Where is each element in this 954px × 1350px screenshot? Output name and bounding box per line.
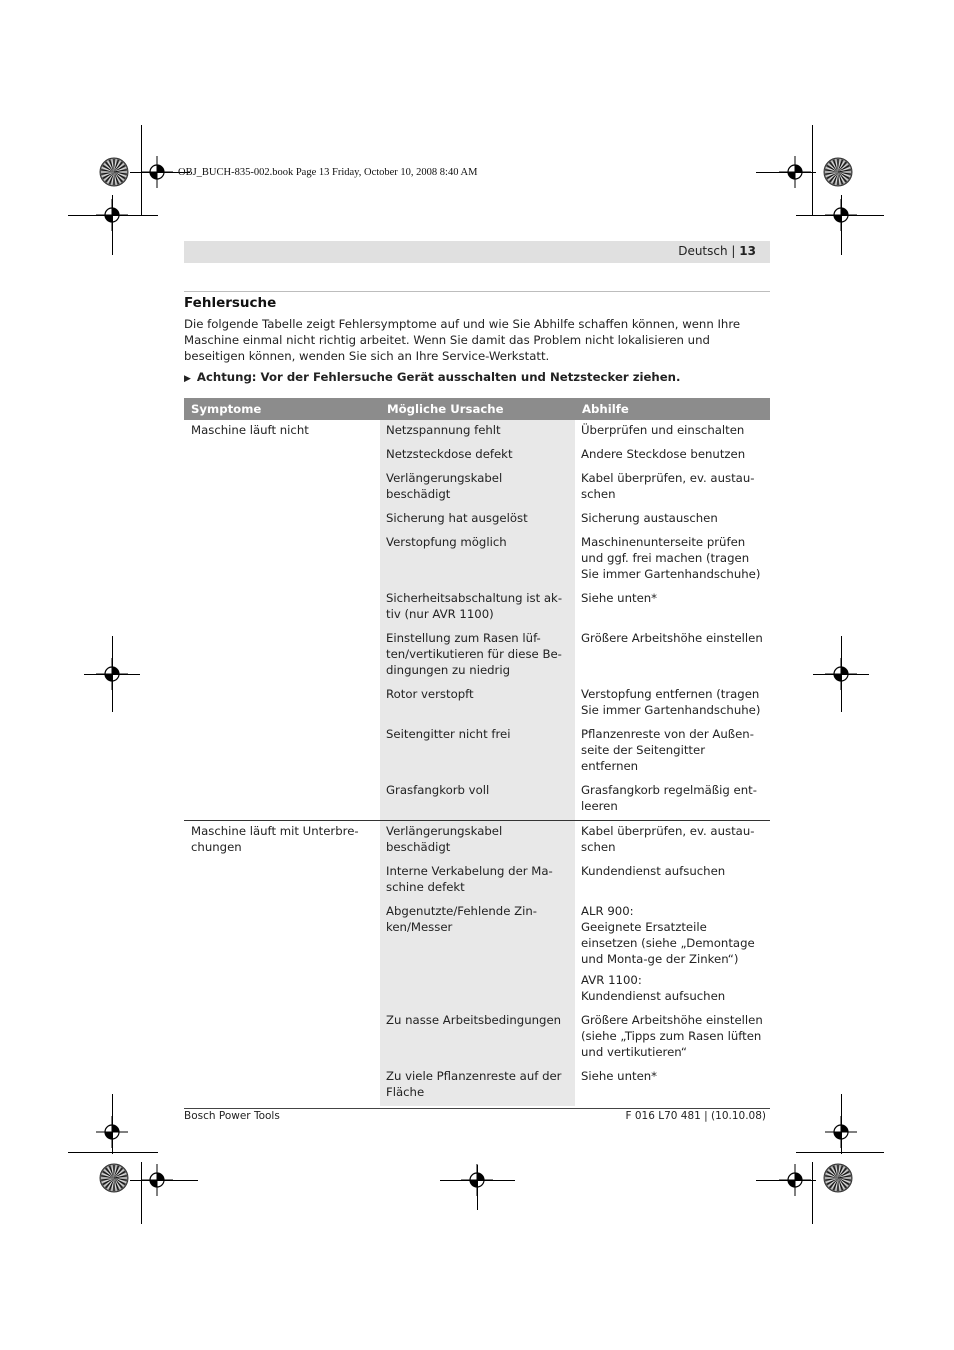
cause-cell: Zu nasse Arbeitsbedingungen <box>380 1010 575 1066</box>
warning-text: Achtung: Vor der Fehlersuche Gerät ausschalten und Netzstecker ziehen. <box>196 370 681 384</box>
table-row <box>380 420 770 444</box>
crop-line <box>812 1162 813 1224</box>
crop-line <box>112 1094 113 1154</box>
table-row <box>380 1066 770 1106</box>
remedy-text: Siehe unten* <box>581 591 658 605</box>
remedy-cell <box>575 1066 770 1106</box>
remedy-cell <box>575 532 770 588</box>
crop-line <box>796 1152 884 1153</box>
remedy-text: Größere Arbeitshöhe einstellen <box>581 631 763 645</box>
crop-line <box>756 172 816 173</box>
remedy-cell <box>575 444 770 468</box>
remedy-cell <box>575 468 770 508</box>
table-row <box>380 532 770 588</box>
print-slug: OBJ_BUCH-835-002.book Page 13 Friday, October 10, 2008 8:40 AM <box>178 167 478 178</box>
remedy-cell <box>575 861 770 901</box>
cause-cell: Einstellung zum Rasen lüf-ten/vertikutieren für diese Be-dingungen zu niedrig <box>380 628 575 684</box>
crop-line <box>112 636 113 712</box>
remedy-cell <box>575 821 770 861</box>
cause-cell: Zu viele Pflanzenreste auf der Fläche <box>380 1066 575 1106</box>
page-header-text <box>678 244 756 258</box>
table-row <box>380 901 770 1010</box>
remedy-cell <box>575 628 770 684</box>
crop-line <box>841 636 842 712</box>
remedy-cell <box>575 684 770 724</box>
crop-line <box>112 195 113 255</box>
table-row <box>380 444 770 468</box>
star-target-icon <box>823 1163 853 1193</box>
remedy-cell <box>575 588 770 628</box>
table-body <box>184 420 770 1106</box>
remedy-text: Größere Arbeitshöhe einstellen (siehe „Tipps zum Rasen lüften und vertikutieren“ <box>581 1013 763 1059</box>
table-header <box>184 398 770 420</box>
footer-rule <box>184 1108 770 1109</box>
footer-docnumber: F 016 L70 481 | (10.10.08) <box>625 1110 766 1122</box>
footer-brand: Bosch Power Tools <box>184 1110 280 1122</box>
cause-cell: Netzspannung fehlt <box>380 420 575 444</box>
symptom-cell: Maschine läuft nicht <box>191 423 309 437</box>
table-row <box>380 780 770 820</box>
remedy-cell <box>575 780 770 820</box>
cause-cell: Rotor verstopft <box>380 684 575 724</box>
cause-remedy-rows <box>380 420 770 820</box>
cause-cell: Abgenutzte/Fehlende Zin-ken/Messer <box>380 901 575 1010</box>
crop-line <box>141 125 142 215</box>
cause-cell: Sicherung hat ausgelöst <box>380 508 575 532</box>
cause-cell: Seitengitter nicht frei <box>380 724 575 780</box>
table-row <box>380 821 770 861</box>
troubleshooting-table <box>184 398 770 1106</box>
symptom-cell: Maschine läuft mit Unterbre-chungen <box>191 824 359 854</box>
header-symptoms: Symptome <box>191 402 262 416</box>
remedy-cell <box>575 508 770 532</box>
table-row <box>380 1010 770 1066</box>
header-remedy: Abhilfe <box>582 402 629 416</box>
star-target-icon <box>99 157 129 187</box>
table-row <box>380 861 770 901</box>
cause-cell: Verlängerungskabel beschädigt <box>380 468 575 508</box>
remedy-text: Maschinenunterseite prüfen und ggf. frei machen (tragen Sie immer Gartenhandschuhe) <box>581 535 761 581</box>
crop-line <box>841 1094 842 1154</box>
cause-cell: Grasfangkorb voll <box>380 780 575 820</box>
cause-cell: Netzsteckdose defekt <box>380 444 575 468</box>
remedy-text: Kabel überprüfen, ev. austau-schen <box>581 824 755 854</box>
crop-line <box>68 1152 158 1153</box>
table-row <box>380 684 770 724</box>
header-separator: | <box>731 244 736 258</box>
remedy-text: Grasfangkorb regelmäßig ent-leeren <box>581 783 757 813</box>
crop-line <box>756 1180 816 1181</box>
crop-line <box>796 215 884 216</box>
intro-paragraph: Die folgende Tabelle zeigt Fehlersymptome auf und wie Sie Abhilfe schaffen können, wenn Ihre Maschine einmal nicht richtig arbeitet. Wenn Sie damit das Problem nicht lokalisieren und beseitigen können, wenden Sie sich an Ihre Service-Werkstatt. <box>184 317 741 363</box>
warning-line <box>184 370 680 384</box>
remedy-cell <box>575 420 770 444</box>
crop-line <box>812 125 813 215</box>
table-row <box>380 628 770 684</box>
remedy-text: Siehe unten* <box>581 1069 658 1083</box>
star-target-icon <box>823 157 853 187</box>
remedy-text: Pflanzenreste von der Außen-seite der Seitengitter entfernen <box>581 727 754 773</box>
remedy-text: ALR 900: Geeignete Ersatzteile einsetzen (siehe „Demontage und Monta-ge der Zinken“) <box>581 904 755 966</box>
header-language: Deutsch <box>678 244 728 258</box>
crop-line <box>141 1162 142 1224</box>
crop-line <box>130 1180 198 1181</box>
remedy-text: Überprüfen und einschalten <box>581 423 745 437</box>
cause-cell: Sicherheitsabschaltung ist ak-tiv (nur AVR 1100) <box>380 588 575 628</box>
remedy-text: Verstopfung entfernen (tragen Sie immer Gartenhandschuhe) <box>581 687 761 717</box>
remedy-text: AVR 1100: Kundendienst aufsuchen <box>581 973 726 1003</box>
cause-cell: Verstopfung möglich <box>380 532 575 588</box>
page-header-bar <box>184 241 770 263</box>
page-number: 13 <box>739 244 756 258</box>
header-cause: Mögliche Ursache <box>387 402 504 416</box>
crop-line <box>477 1165 478 1210</box>
remedy-text: Andere Steckdose benutzen <box>581 447 746 461</box>
remedy-cell <box>575 901 770 1010</box>
table-row <box>380 468 770 508</box>
cause-remedy-rows <box>380 821 770 1106</box>
remedy-cell <box>575 1010 770 1066</box>
remedy-cell <box>575 724 770 780</box>
crop-line <box>841 195 842 255</box>
section-rule <box>184 291 770 292</box>
star-target-icon <box>99 1163 129 1193</box>
remedy-text: Kundendienst aufsuchen <box>581 864 726 878</box>
table-row <box>380 508 770 532</box>
table-row <box>380 588 770 628</box>
triangle-bullet-icon: ▶ <box>184 374 191 384</box>
symptom-group <box>184 420 770 820</box>
table-row <box>380 724 770 780</box>
section-title: Fehlersuche <box>184 295 277 311</box>
cause-cell: Interne Verkabelung der Ma-schine defekt <box>380 861 575 901</box>
remedy-text: Sicherung austauschen <box>581 511 718 525</box>
symptom-group <box>184 821 770 1106</box>
remedy-text: Kabel überprüfen, ev. austau-schen <box>581 471 755 501</box>
crop-line <box>68 215 158 216</box>
cause-cell: Verlängerungskabel beschädigt <box>380 821 575 861</box>
